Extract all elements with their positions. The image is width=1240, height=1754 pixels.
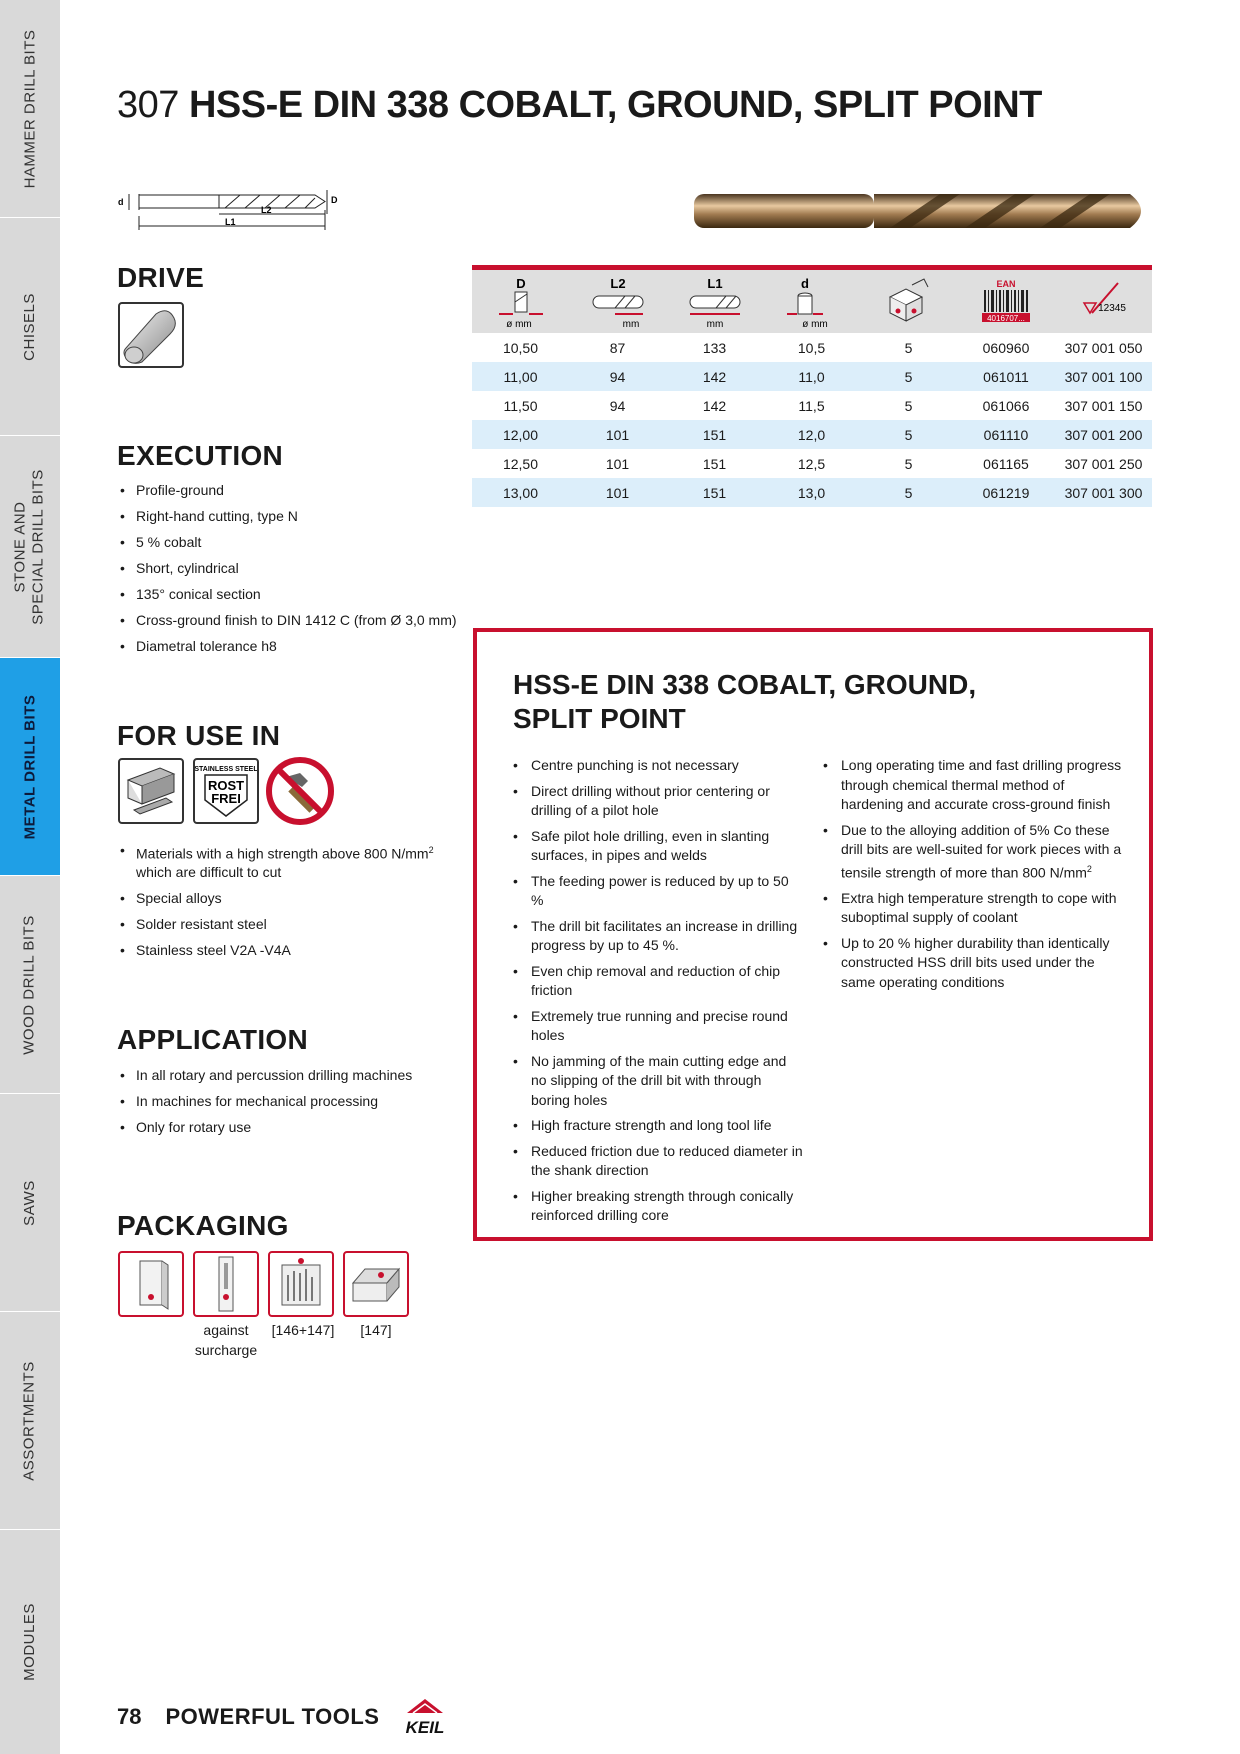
cell-D: 11,00 bbox=[503, 368, 538, 385]
section-title-drive: DRIVE bbox=[117, 262, 205, 293]
drawing-label-L1: L1 bbox=[225, 217, 236, 227]
table-header bbox=[472, 265, 1152, 333]
col-header-ean bbox=[957, 270, 1055, 333]
sidebar-tab-label: SAWS bbox=[21, 1179, 38, 1226]
section-title-application: APPLICATION bbox=[117, 1024, 309, 1055]
list-item: • Solder resistant steel bbox=[120, 915, 440, 933]
cell-article: 307 001 150 bbox=[1064, 397, 1143, 414]
cell-d: 13,0 bbox=[797, 484, 826, 501]
application-list bbox=[120, 1066, 412, 1144]
table-row bbox=[472, 362, 1152, 391]
page-number: 78 bbox=[117, 1704, 142, 1729]
cell-d: 10,5 bbox=[797, 339, 826, 356]
cell-L2: 101 bbox=[605, 484, 630, 501]
list-item: • Special alloys bbox=[120, 889, 440, 907]
cell-L1: 133 bbox=[702, 339, 727, 356]
cell-ean: 060960 bbox=[982, 339, 1030, 356]
list-item: • Higher breaking strength through conically reinforced drilling core bbox=[513, 1187, 803, 1226]
cell-L1: 151 bbox=[702, 484, 727, 501]
svg-text:FREI: FREI bbox=[211, 791, 241, 806]
table-row bbox=[472, 420, 1152, 449]
box-packaging-icon bbox=[118, 1251, 184, 1317]
sidebar-tab-hammer-drill-bits[interactable] bbox=[0, 0, 60, 218]
cell-ean: 061011 bbox=[983, 368, 1029, 385]
col-header-d bbox=[763, 270, 860, 333]
list-item: • Profile-ground bbox=[120, 481, 457, 499]
list-item: • Diametral tolerance h8 bbox=[120, 637, 457, 655]
list-item: • In all rotary and percussion drilling machines bbox=[120, 1066, 412, 1084]
table-body bbox=[472, 333, 1152, 507]
list-item: • 5 % cobalt bbox=[120, 533, 457, 551]
cell-article: 307 001 200 bbox=[1064, 426, 1143, 443]
cassette-packaging-icon bbox=[268, 1251, 334, 1317]
sidebar-tab-metal-drill-bits[interactable] bbox=[0, 658, 60, 876]
sidebar-tab-wood-drill-bits[interactable] bbox=[0, 876, 60, 1094]
cell-L2: 94 bbox=[609, 397, 626, 414]
list-item: • High fracture strength and long tool life bbox=[513, 1116, 803, 1136]
list-item: • Cross-ground finish to DIN 1412 C (from Ø 3,0 mm) bbox=[120, 611, 457, 629]
list-item: • Long operating time and fast drilling progress through chemical thermal method of hardening and accurate cross-ground finish bbox=[823, 756, 1123, 815]
col-header-L1 bbox=[666, 270, 763, 333]
features-title: HSS-E DIN 338 COBALT, GROUND, SPLIT POINT bbox=[513, 669, 977, 734]
list-item: • Right-hand cutting, type N bbox=[120, 507, 457, 525]
cell-ean: 061219 bbox=[982, 484, 1030, 501]
sidebar-tab-modules[interactable] bbox=[0, 1530, 60, 1754]
cell-D: 12,50 bbox=[502, 455, 539, 472]
cell-article: 307 001 300 bbox=[1064, 484, 1143, 501]
product-table bbox=[472, 265, 1152, 507]
sidebar-nav bbox=[0, 0, 60, 1754]
sidebar-tab-label: ASSORTMENTS bbox=[21, 1360, 38, 1481]
sidebar-tab-label: HAMMER DRILL BITS bbox=[21, 29, 38, 188]
svg-text:D: D bbox=[515, 275, 526, 291]
drawing-label-d: d bbox=[118, 197, 124, 207]
cell-L2: 94 bbox=[609, 368, 626, 385]
cell-article: 307 001 250 bbox=[1064, 455, 1143, 472]
features-list-right bbox=[823, 756, 1123, 998]
section-title-for-use-in: FOR USE IN bbox=[117, 720, 281, 751]
list-item: • Direct drilling without prior centering or drilling of a pilot hole bbox=[513, 782, 803, 821]
list-item: • No jamming of the main cutting edge and no slipping of the drill bit with through boring holes bbox=[513, 1052, 803, 1111]
list-item: • The drill bit facilitates an increase in drilling progress by up to 45 %. bbox=[513, 917, 803, 956]
cell-qty: 5 bbox=[904, 426, 913, 443]
page-title bbox=[117, 84, 1042, 127]
sidebar-tab-assortments[interactable] bbox=[0, 1312, 60, 1530]
cell-qty: 5 bbox=[904, 484, 913, 501]
list-item: • Safe pilot hole drilling, even in slanting surfaces, in pipes and welds bbox=[513, 827, 803, 866]
drill-bit-image bbox=[690, 186, 1155, 236]
use-in-list bbox=[120, 841, 440, 967]
table-row bbox=[472, 478, 1152, 507]
blister-packaging-icon bbox=[193, 1251, 259, 1317]
execution-list bbox=[120, 481, 457, 663]
list-item: • Centre punching is not necessary bbox=[513, 756, 803, 776]
svg-text:KEIL: KEIL bbox=[406, 1718, 445, 1737]
features-box bbox=[473, 628, 1153, 1241]
cell-ean: 061066 bbox=[982, 397, 1030, 414]
svg-text:L2: L2 bbox=[609, 275, 626, 291]
sidebar-tab-chisels[interactable] bbox=[0, 218, 60, 436]
cell-L2: 101 bbox=[605, 426, 630, 443]
stainless-steel-icon bbox=[193, 758, 259, 824]
keil-logo bbox=[401, 1697, 449, 1737]
packaging-label-surcharge: against surcharge bbox=[194, 1322, 258, 1358]
cell-D: 12,00 bbox=[502, 426, 539, 443]
svg-text:ROST: ROST bbox=[207, 778, 245, 793]
svg-text:EAN: EAN bbox=[996, 278, 1016, 289]
list-item: • In machines for mechanical processing bbox=[120, 1092, 412, 1110]
list-item: • 135° conical section bbox=[120, 585, 457, 603]
steel-profile-icon bbox=[118, 758, 184, 824]
cell-L1: 142 bbox=[702, 397, 727, 414]
cell-D: 13,00 bbox=[502, 484, 539, 501]
cell-ean: 061165 bbox=[983, 455, 1029, 472]
cell-D: 11,50 bbox=[503, 397, 538, 414]
cell-qty: 5 bbox=[904, 455, 913, 472]
features-list-left bbox=[513, 756, 803, 1232]
drawing-label-L2: L2 bbox=[261, 205, 272, 215]
sidebar-tab-label: METAL DRILL BITS bbox=[21, 694, 39, 839]
list-item: • Due to the alloying addition of 5% Co these drill bits are well-suited for work pieces with a tensile strength of more than 800 $N/mm^2$ bbox=[823, 821, 1123, 883]
cell-article: 307 001 100 bbox=[1064, 368, 1143, 385]
drill-technical-drawing bbox=[115, 186, 345, 234]
svg-text:12345: 12345 bbox=[1097, 302, 1126, 314]
section-title-packaging: PACKAGING bbox=[117, 1210, 289, 1241]
product-number: 307 bbox=[117, 84, 179, 126]
cell-d: 12,0 bbox=[797, 426, 826, 443]
svg-text:STAINLESS STEEL: STAINLESS STEEL bbox=[195, 766, 257, 773]
list-item: • Materials with a high strength above 800 $N/mm^2$ which are difficult to cut bbox=[120, 841, 440, 881]
cell-d: 11,0 bbox=[798, 368, 825, 385]
no-hammer-icon bbox=[264, 755, 336, 827]
drive-cylindrical-icon bbox=[118, 302, 184, 368]
col-header-L2 bbox=[569, 270, 666, 333]
sidebar-tab-saws[interactable] bbox=[0, 1094, 60, 1312]
sidebar-tab-label: MODULES bbox=[21, 1603, 38, 1681]
svg-text:4016707...: 4016707... bbox=[987, 313, 1025, 323]
cell-qty: 5 bbox=[904, 339, 913, 356]
svg-text:mm: mm bbox=[706, 318, 723, 330]
col-header-D bbox=[472, 270, 569, 333]
sidebar-tab-stone-special-drill-bits[interactable] bbox=[0, 436, 60, 658]
list-item: • Stainless steel V2A -V4A bbox=[120, 941, 440, 959]
list-item: • Even chip removal and reduction of chip friction bbox=[513, 962, 803, 1001]
cell-L1: 151 bbox=[702, 455, 727, 472]
case-packaging-icon bbox=[343, 1251, 409, 1317]
cell-article: 307 001 050 bbox=[1064, 339, 1143, 356]
cell-D: 10,50 bbox=[502, 339, 539, 356]
page-footer bbox=[117, 1697, 449, 1737]
cell-ean: 061110 bbox=[983, 426, 1029, 443]
sidebar-tab-label: CHISELS bbox=[21, 292, 39, 361]
cell-d: 12,5 bbox=[797, 455, 826, 472]
table-row bbox=[472, 333, 1152, 362]
list-item: • Only for rotary use bbox=[120, 1118, 412, 1136]
cell-L2: 101 bbox=[605, 455, 630, 472]
cell-L1: 151 bbox=[702, 426, 727, 443]
packaging-label-case: [147] bbox=[360, 1322, 392, 1338]
cell-L2: 87 bbox=[609, 339, 626, 356]
cell-qty: 5 bbox=[904, 397, 913, 414]
col-header-pack-qty bbox=[860, 270, 957, 333]
packaging-label-cassette: [146+147] bbox=[271, 1322, 335, 1338]
sidebar-tab-label: WOOD DRILL BITS bbox=[21, 914, 38, 1055]
list-item: • Reduced friction due to reduced diameter in the shank direction bbox=[513, 1142, 803, 1181]
list-item: • The feeding power is reduced by up to 50 % bbox=[513, 872, 803, 911]
drawing-label-D: D bbox=[331, 195, 338, 205]
col-header-article-no bbox=[1055, 270, 1152, 333]
svg-text:d: d bbox=[800, 275, 809, 291]
cell-L1: 142 bbox=[702, 368, 727, 385]
table-row bbox=[472, 449, 1152, 478]
list-item: • Up to 20 % higher durability than identically constructed HSS drill bits used under the same operating conditions bbox=[823, 934, 1123, 993]
footer-tagline: POWERFUL TOOLS bbox=[165, 1704, 380, 1729]
list-item: • Extremely true running and precise round holes bbox=[513, 1007, 803, 1046]
svg-text:ø mm: ø mm bbox=[505, 318, 532, 330]
product-title: HSS-E DIN 338 COBALT, GROUND, SPLIT POINT bbox=[188, 84, 1042, 126]
cell-d: 11,5 bbox=[798, 397, 825, 414]
svg-text:mm: mm bbox=[622, 318, 639, 330]
svg-text:ø mm: ø mm bbox=[801, 318, 828, 330]
sidebar-tab-label: STONE AND SPECIAL DRILL BITS bbox=[12, 468, 48, 625]
svg-text:L1: L1 bbox=[706, 275, 723, 291]
table-row bbox=[472, 391, 1152, 420]
list-item: • Short, cylindrical bbox=[120, 559, 457, 577]
list-item: • Extra high temperature strength to cope with suboptimal supply of coolant bbox=[823, 889, 1123, 928]
section-title-execution: EXECUTION bbox=[117, 440, 284, 471]
cell-qty: 5 bbox=[904, 368, 913, 385]
package-quantity-icon bbox=[884, 277, 934, 327]
